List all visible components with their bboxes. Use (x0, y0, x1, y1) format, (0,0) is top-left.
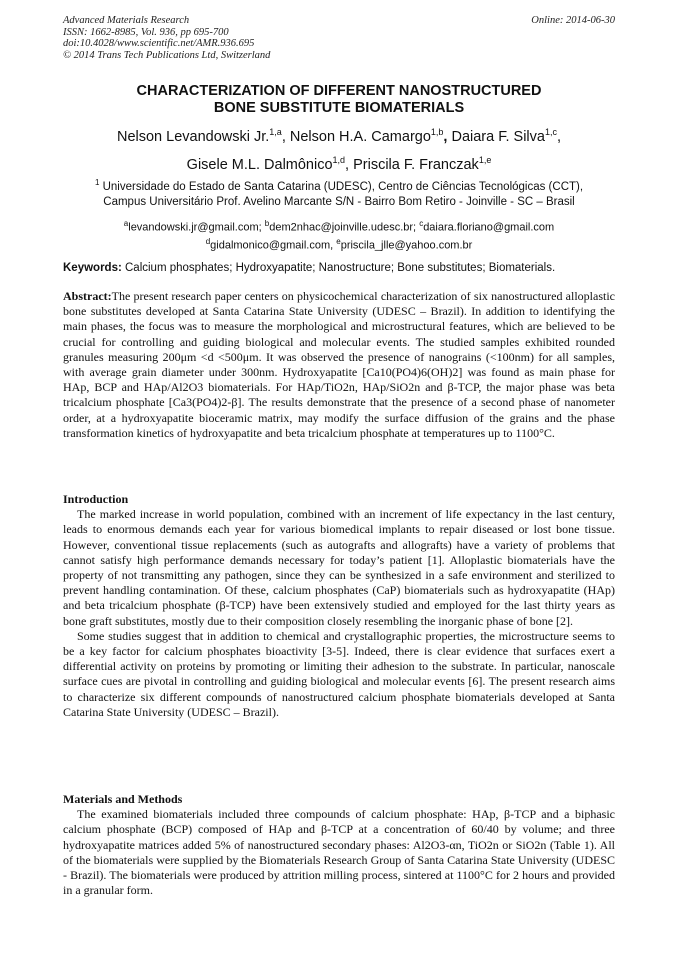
title-line-2: BONE SUBSTITUTE BIOMATERIALS (213, 100, 465, 116)
author-sup: 1,c (544, 127, 557, 137)
title-line-1: CHARACTERIZATION OF DIFFERENT NANOSTRUCTURED (136, 83, 542, 99)
paper-title (60, 83, 618, 117)
authors-line-2: Gisele M.L. Dalmônico$^{1,d}$, Priscila F. Franczak$^{1,e}$ (186, 155, 492, 173)
methods-section (63, 792, 615, 898)
email-sup: b (264, 219, 270, 228)
doi-line: doi:10.4028/www.scientific.net/AMR.936.695 (63, 38, 255, 49)
keywords (63, 261, 617, 275)
methods-heading: Materials and Methods (63, 792, 183, 806)
abstract-text: The present research paper centers on physicochemical characterization of six nanostructured alloplastic bone substitutes developed at Santa Catarina State University (UDESC – Brazil). In addition to identifying the main phases, the focus was to measure the morphological and microstructural features, which are believed to be crucial for controlling and guiding biological and molecular events. The studied samples exhibited rounded granules measuring 200μm <d <500μm. It was observed the presence of nanograins (<100nm) for all samples, with average grain diameter under 300nm. Hydroxyapatite [Ca10(PO4)6(OH)2] was found as main phase for HAp, BCP and HAp/Al2O3 biomaterials. For HAp/TiO2n, HAp/SiO2n and β-TCP, the major phase was beta tricalcium phosphate [Ca3(PO4)2-β]. The results demonstrate that the presence of a second phase of nanometer order, at a hydroxyapatite bioceramic matrix, may modify the surface diffusion of the grains and the phase transformation kinetics of hydroxyapatite and beta tricalcium phosphate at temperatures up to 1100°C. (63, 289, 615, 440)
affiliation (60, 175, 618, 210)
paragraph: The marked increase in world population, combined with an increment of life expectancy in the last century, leads to enormous demands each year for various biomedical implants to repair diseased or lost bone tissue. However, conventional tissue replacements (such as autografts and allografts) have a variety of problems that cannot satisfy high performance demands necessary for today’s patient [1]. Alloplastic biomaterials have the property of not transmitting any pathogen, since they can be synthesized in a safe environment and sterilized to prevent handling contamination. Of these, calcium phosphates (CaP) biomaterials such as hydroxyapatite (HAp) and beta tricalcium phosphate (β-TCP) have been extensively studied and employed for the last thirty years as bone graft substitutes, mostly due to their composition closely resembling the inorganic phase of bone [2]. (63, 507, 615, 628)
email-sup: c (419, 219, 424, 228)
abstract-label: Abstract: (63, 289, 112, 303)
journal-name: Advanced Materials Research (63, 15, 190, 26)
introduction-heading: Introduction (63, 492, 129, 506)
paragraph: The examined biomaterials included three compounds of calcium phosphate: HAp, β-TCP and a biphasic calcium phosphate (BCP) composed of HAp and β-TCP at a concentration of 60/40 by volume; and three hydroxyapatite matrices added 5% of nanostructured secondary phases: Al2O3-αn, TiO2n or SiO2n (Table 1). All of the biomaterials were supplied by the Biomaterials Research Group of Santa Catarina State University (UDESC - Brazil). The biomaterials were produced by attrition milling process, sintered at 1100°C for 2 hours and provided in a granular form. (63, 807, 615, 898)
author-name: Daiara F. Silva (451, 128, 545, 145)
author-sup: 1,d (332, 155, 346, 165)
online-date: Online: 2014-06-30 (531, 15, 615, 26)
journal-header (63, 15, 363, 61)
email-sup: e (336, 236, 341, 246)
email-sup: d (205, 236, 211, 246)
abstract (63, 289, 615, 441)
author-sup: 1,e (478, 155, 492, 165)
affiliation-line-1: Universidade do Estado de Santa Catarina (UDESC), Centro de Ciências Tecnológicas (CCT), (102, 180, 584, 193)
author-emails (60, 217, 618, 252)
email-address: daiara.floriano@gmail.com (423, 221, 555, 234)
email-address: gidalmonico@gmail.com, (210, 239, 334, 252)
affiliation-line-2: Campus Universitário Prof. Avelino Marcante S/N - Bairro Bom Retiro - Joinville - SC – Brasil (103, 195, 575, 208)
author-sup: 1,b (430, 127, 444, 137)
keywords-text: Calcium phosphates; Hydroxyapatite; Nanostructure; Bone substitutes; Biomaterials. (125, 262, 556, 274)
email-address: priscila_jlle@yahoo.com.br (340, 239, 473, 252)
email-address: levandowski.jr@gmail.com; (128, 221, 262, 234)
email-address: dem2nhac@joinville.udesc.br; (269, 221, 417, 234)
affiliation-sup: 1 (94, 178, 100, 187)
author-name: Gisele M.L. Dalmônico (186, 156, 333, 173)
introduction-section (63, 492, 615, 720)
copyright-line: © 2014 Trans Tech Publications Ltd, Switzerland (63, 49, 271, 61)
issn-line: ISSN: 1662-8985, Vol. 936, pp 695-700 (63, 26, 229, 38)
author-name: Nelson Levandowski Jr. (116, 128, 270, 145)
author-name: Nelson H.A. Camargo (289, 128, 431, 145)
paragraph: Some studies suggest that in addition to chemical and crystallographic properties, the microstructure seems to be a key factor for calcium phosphates bioactivity [3-5]. Indeed, there is clear evidence that surfaces exert a differential activity on proteins by promoting or limiting their adhesion to the substrate. In particular, nanoscale surface cues are pivotal in controlling and guiding biological and molecular events [6]. The present research aims to characterize six different compounds of nanostructured calcium phosphate biomaterials developed at Santa Catarina State University (UDESC – Brazil). (63, 628, 615, 719)
author-name: Priscila F. Franczak (353, 156, 479, 173)
email-sup: a (123, 219, 129, 228)
keywords-label: Keywords: (63, 262, 122, 274)
author-sup: 1,a (269, 127, 282, 137)
authors-line-1: Nelson Levandowski Jr.$^{1,a}$, Nelson H.A. Camargo$^{1,b}$, Daiara F. Silva$^{1,c}$, (116, 127, 562, 145)
